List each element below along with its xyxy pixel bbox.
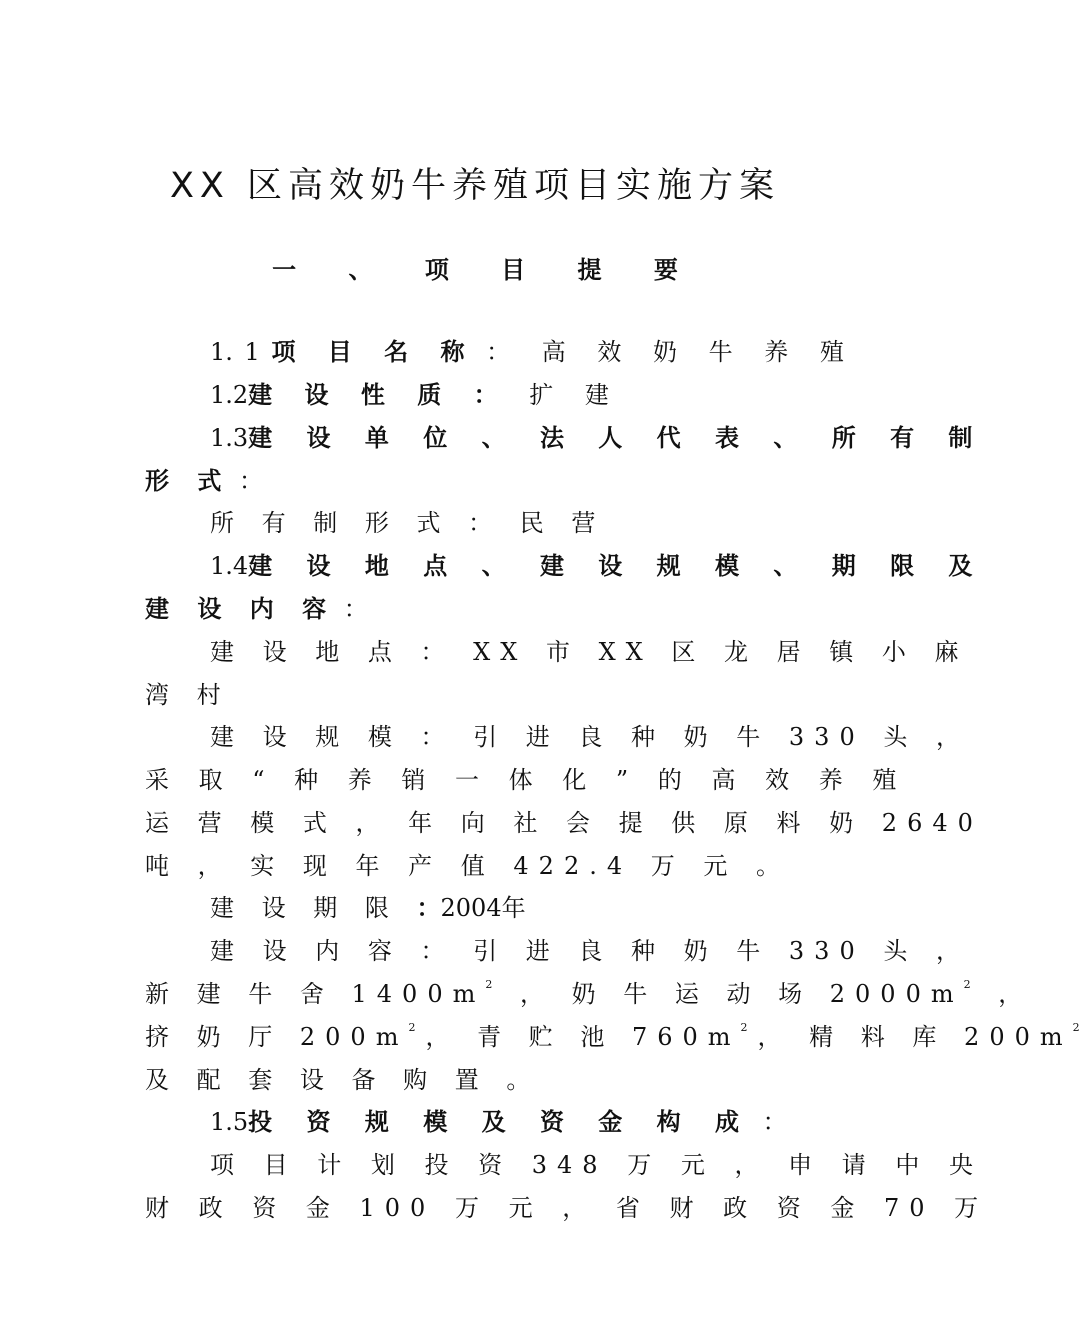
item-value: ： — [231, 467, 263, 495]
item-number: 1.2 — [210, 381, 249, 409]
content-line-4: 及 配 套 设 备 购 置 。 — [145, 1066, 541, 1094]
content-text: ， 精 料 库 200m — [757, 1023, 1073, 1051]
content-text: 挤 奶 厅 200m — [145, 1023, 409, 1051]
period-label: 建 设 期 限 — [210, 894, 417, 922]
invest-line-2: 财 政 资 金 100 万 元 ， 省 财 政 资 金 70 万 — [145, 1194, 989, 1222]
item-1-3-cont — [145, 466, 263, 496]
item-label: 项 目 名 称 — [271, 337, 475, 366]
content-line-1: 建 设 内 容 ： 引 进 良 种 奶 牛 330 头 ， — [210, 937, 970, 965]
superscript: 2 — [740, 1021, 758, 1034]
superscript: 2 — [485, 978, 503, 991]
item-value: ： — [749, 1108, 787, 1136]
item-label: 建 设 地 点 、 建 设 规 模 、 期 限 及 — [248, 551, 983, 580]
scale-line-2: 采 取 “ 种 养 销 一 体 化 ” 的 高 效 养 殖 — [145, 766, 907, 794]
superscript: 2 — [1072, 1021, 1090, 1034]
document-title: XX 区高效奶牛养殖项目实施方案 — [169, 166, 781, 206]
invest-line-1: 项 目 计 划 投 资 348 万 元 ， 申 请 中 央 — [210, 1151, 983, 1179]
period-colon: ： — [416, 893, 441, 922]
item-value: ： 高 效 奶 牛 养 殖 — [486, 338, 854, 366]
item-1-2 — [210, 380, 619, 410]
location-line-2: 湾 村 — [145, 681, 231, 709]
item-1-3 — [210, 423, 982, 453]
item-number: 1.4 — [210, 552, 249, 580]
period-value: 2004年 — [440, 894, 526, 922]
item-value: 扩 建 — [507, 381, 619, 409]
content-text: ， — [980, 980, 1033, 1008]
period-line — [210, 893, 526, 923]
item-number: 1.5 — [210, 1108, 249, 1136]
content-text: ， 青 贮 池 760m — [425, 1023, 741, 1051]
item-label: 建 设 单 位 、 法 人 代 表 、 所 有 制 — [248, 423, 983, 452]
item-value: ： — [336, 595, 368, 623]
content-text: ， 奶 牛 运 动 场 2000m — [502, 980, 964, 1008]
superscript: 2 — [963, 978, 981, 991]
item-label: 投 资 规 模 及 资 金 构 成 — [248, 1107, 750, 1136]
item-1-4-cont — [145, 594, 368, 624]
content-line-2 — [145, 979, 1032, 1009]
item-1-1 — [210, 337, 854, 367]
scale-line-3: 运 营 模 式 ， 年 向 社 会 提 供 原 料 奶 2640 — [145, 809, 983, 837]
section-heading: 一 、 项 目 提 要 — [272, 255, 700, 284]
location-line-1: 建 设 地 点 ： XX 市 XX 区 龙 居 镇 小 麻 — [210, 638, 969, 666]
item-number: 1.3 — [210, 424, 249, 452]
scale-line-1: 建 设 规 模 ： 引 进 良 种 奶 牛 330 头 ， — [210, 723, 970, 751]
item-number: 1. 1 — [210, 338, 260, 366]
item-label: 建 设 内 容 — [145, 594, 337, 623]
item-label: 形 式 — [145, 466, 232, 495]
ownership-line: 所 有 制 形 式 ： 民 营 — [210, 509, 606, 537]
item-1-5 — [210, 1107, 787, 1137]
item-1-4 — [210, 551, 982, 581]
content-text: 新 建 牛 舍 1400m — [145, 980, 486, 1008]
scale-line-4: 吨 ， 实 现 年 产 值 422.4 万 元 。 — [145, 852, 790, 880]
content-line-3 — [145, 1022, 1090, 1052]
item-label: 建 设 性 质 ： — [248, 380, 508, 409]
superscript: 2 — [408, 1021, 426, 1034]
